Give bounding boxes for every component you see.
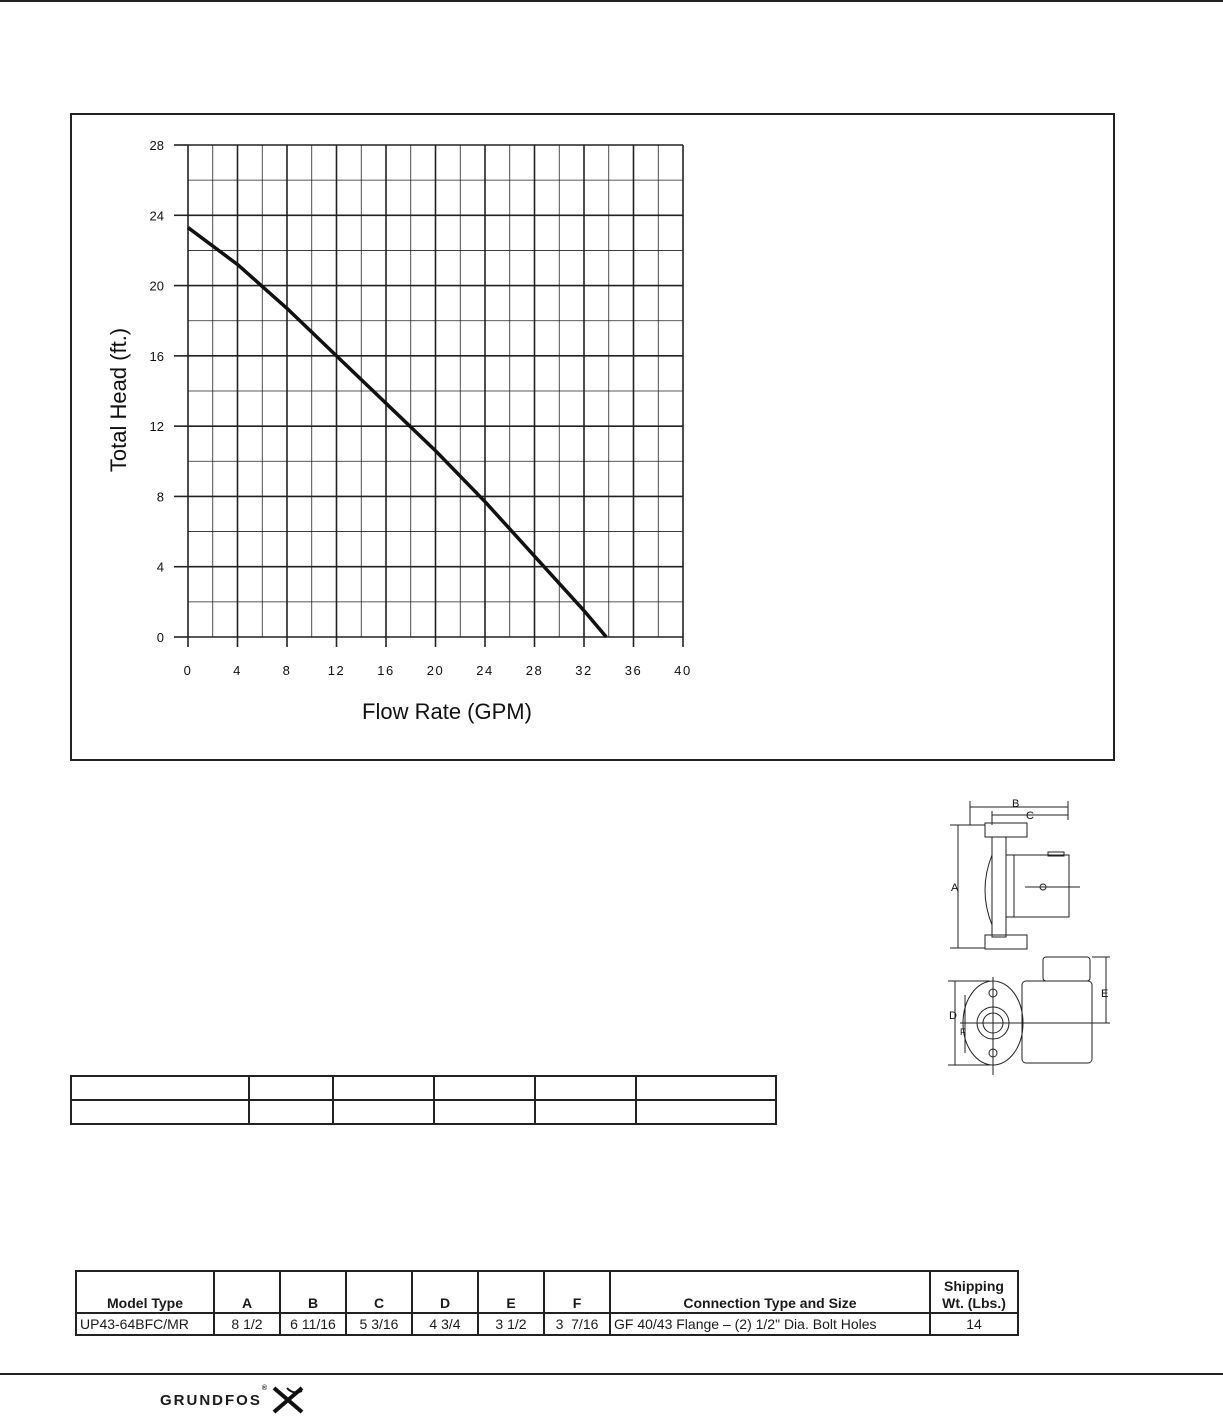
logo-registered-mark: ®: [261, 1385, 268, 1392]
y-tick-label: 24: [149, 208, 164, 224]
cell-d: 4 3/4: [412, 1313, 478, 1335]
x-axis-label: Flow Rate (GPM): [362, 699, 532, 724]
blank-table-row: [71, 1100, 776, 1124]
x-tick-label: 36: [624, 663, 643, 678]
y-tick-label: 8: [156, 489, 164, 505]
grundfos-x-icon: [271, 1385, 305, 1415]
header-connection: Connection Type and Size: [610, 1271, 930, 1313]
header-b: B: [280, 1271, 346, 1313]
dim-label-a: A: [951, 882, 959, 894]
header-d: D: [412, 1271, 478, 1313]
x-tick-label: 32: [575, 663, 593, 678]
blank-table: [70, 1075, 777, 1125]
x-tick-label: 24: [476, 663, 494, 678]
y-tick-label: 12: [149, 419, 164, 435]
dim-label-e: E: [1101, 988, 1109, 1000]
header-f: F: [544, 1271, 610, 1313]
y-tick-label: 4: [156, 559, 164, 575]
y-tick-label: 16: [149, 348, 164, 364]
dim-label-b: B: [1012, 798, 1020, 810]
header-c: C: [346, 1271, 412, 1313]
spec-table: [75, 1270, 1019, 1336]
cell-shipping-weight: 14: [930, 1313, 1018, 1335]
x-tick-label: 0: [183, 663, 193, 678]
performance-chart: [72, 115, 1113, 759]
cell-e: 3 1/2: [478, 1313, 544, 1335]
spec-table-header-row: [76, 1271, 1018, 1313]
cell-b: 6 11/16: [280, 1313, 346, 1335]
header-shipping: Shipping: [944, 1278, 1004, 1294]
x-tick-label: 28: [525, 663, 544, 678]
x-tick-label: 40: [674, 663, 692, 678]
y-tick-label: 20: [149, 278, 164, 294]
y-tick-label: 28: [149, 138, 164, 153]
header-a: A: [214, 1271, 280, 1313]
table-row: [76, 1313, 1018, 1335]
y-axis-label: Total Head (ft.): [106, 327, 131, 473]
cell-c: 5 3/16: [346, 1313, 412, 1335]
header-e: E: [478, 1271, 544, 1313]
dim-label-c: C: [1026, 810, 1034, 822]
logo-text: GRUNDFOS: [160, 1391, 262, 1409]
top-rule: [0, 0, 1223, 2]
x-tick-label: 12: [327, 663, 346, 678]
blank-table-row: [71, 1076, 776, 1100]
x-tick-label: 4: [233, 663, 242, 678]
cell-connection: GF 40/43 Flange – (2) 1/2" Dia. Bolt Holes: [610, 1313, 930, 1335]
header-model-type: Model Type: [76, 1271, 214, 1313]
header-weight: Wt. (Lbs.): [942, 1295, 1006, 1311]
cell-a: 8 1/2: [214, 1313, 280, 1335]
dim-label-f: F: [960, 1027, 966, 1037]
cell-model-type: UP43-64BFC/MR: [76, 1313, 214, 1335]
cell-f: 3 7/16: [544, 1313, 610, 1335]
dim-label-d: D: [949, 1010, 957, 1022]
y-tick-label: 0: [156, 630, 164, 645]
grundfos-logo: [160, 1385, 305, 1415]
header-shipping-weight: [930, 1271, 1018, 1313]
dimension-drawing: [940, 795, 1110, 1080]
x-tick-label: 8: [282, 663, 292, 678]
series-line-up43-64bfc-mr: [188, 228, 606, 637]
x-tick-label: 16: [377, 663, 395, 678]
x-tick-label: 20: [426, 663, 445, 678]
performance-chart-frame: [70, 113, 1115, 761]
bottom-rule: [0, 1373, 1223, 1375]
